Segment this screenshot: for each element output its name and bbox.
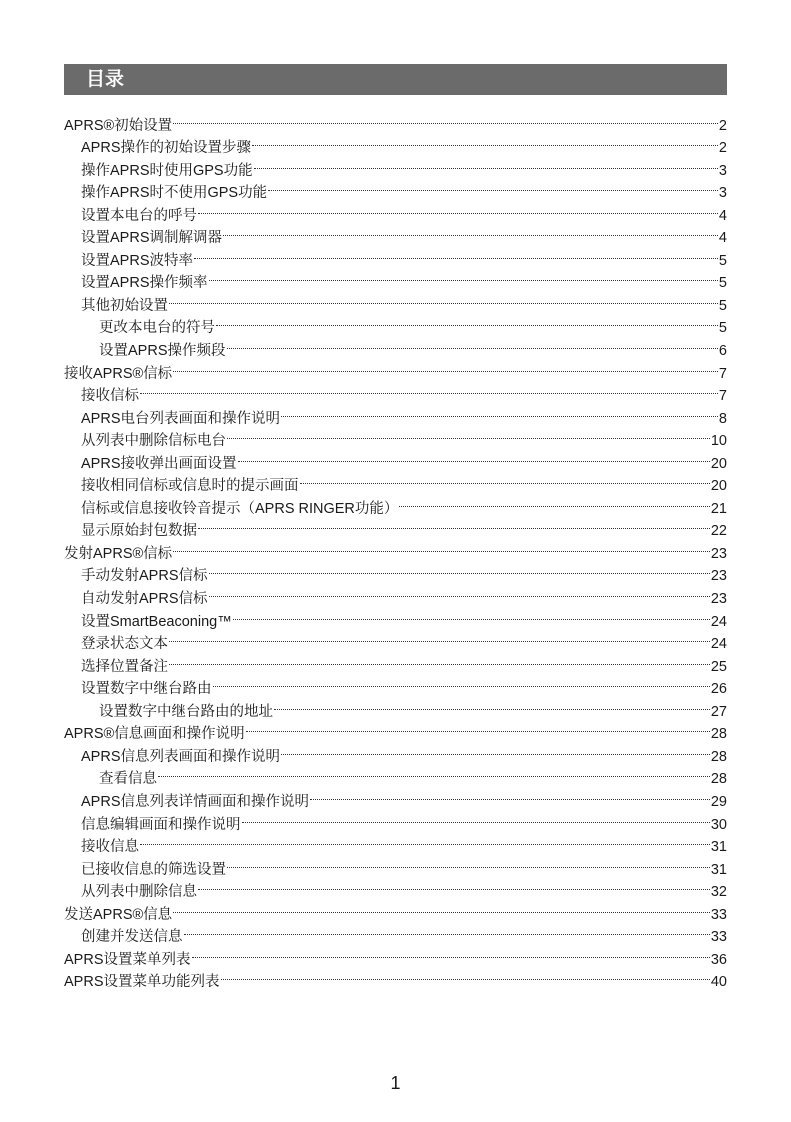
toc-entry-title: 设置本电台的呼号 [81, 207, 197, 224]
toc-entry-page: 23 [710, 591, 727, 608]
toc-dot-leader [209, 558, 710, 581]
toc-entry[interactable] [64, 783, 727, 810]
toc-entry-page: 24 [710, 636, 727, 653]
toc-dot-leader [223, 220, 718, 243]
toc-entry-title: 更改本电台的符号 [99, 320, 215, 337]
toc-entry-title: APRS设置菜单功能列表 [64, 974, 220, 991]
toc-entry-page: 10 [710, 433, 727, 450]
toc-entry[interactable] [64, 378, 727, 405]
toc-dot-leader [198, 874, 710, 897]
toc-dot-leader [246, 716, 710, 739]
toc-entry-page: 33 [710, 906, 727, 923]
toc-entry-page: 26 [710, 681, 727, 698]
toc-dot-leader [254, 152, 718, 175]
page-number: 1 [390, 1073, 401, 1093]
toc-entry-page: 31 [710, 861, 727, 878]
toc-entry-title: APRS电台列表画面和操作说明 [81, 410, 280, 427]
toc-entry-title: APRS®初始设置 [64, 117, 173, 134]
page-title: 目录 [86, 68, 125, 90]
toc-entry-page: 20 [710, 478, 727, 495]
toc-dot-leader [169, 626, 710, 649]
toc-entry-page: 28 [710, 726, 727, 743]
toc-dot-leader [140, 829, 710, 852]
toc-entry-title: 信标或信息接收铃音提示（APRS RINGER功能） [81, 500, 399, 517]
toc-entry-page: 32 [710, 884, 727, 901]
toc-entry[interactable] [64, 851, 727, 878]
toc-entry-title: 自动发射APRS信标 [81, 591, 208, 608]
toc-dot-leader [169, 287, 718, 310]
toc-entry-page: 22 [710, 523, 727, 540]
toc-dot-leader [209, 580, 710, 603]
toc-entry-page: 4 [718, 207, 727, 224]
toc-entry-page: 2 [718, 117, 727, 134]
toc-dot-leader [221, 964, 710, 987]
toc-dot-leader [274, 693, 710, 716]
toc-entry-title: 手动发射APRS信标 [81, 568, 208, 585]
toc-dot-leader [169, 648, 710, 671]
toc-entry-title: 接收信标 [81, 388, 139, 405]
toc-dot-leader [227, 851, 710, 874]
toc-entry-page: 28 [710, 748, 727, 765]
toc-entry-page: 5 [718, 252, 727, 269]
toc-entry-title: 操作APRS时使用GPS功能 [81, 162, 253, 179]
toc-entry-title: 信息编辑画面和操作说明 [81, 816, 241, 833]
toc-dot-leader [173, 355, 718, 378]
toc-dot-leader [281, 400, 718, 423]
toc-dot-leader [192, 941, 710, 964]
toc-dot-leader [268, 175, 718, 198]
toc-entry[interactable] [64, 829, 727, 856]
toc-entry-title: APRS操作的初始设置步骤 [81, 140, 251, 157]
toc-entry-page: 7 [718, 365, 727, 382]
toc-entry-title: 其他初始设置 [81, 297, 168, 314]
toc-entry-page: 36 [710, 951, 727, 968]
toc-entry-title: 设置APRS操作频率 [81, 275, 208, 292]
toc-entry-title: 设置SmartBeaconing™ [81, 613, 232, 630]
toc-entry-title: APRS信息列表画面和操作说明 [81, 748, 280, 765]
toc-dot-leader [184, 919, 710, 942]
toc-entry-page: 33 [710, 929, 727, 946]
toc-dot-leader [173, 107, 718, 130]
toc-entry-page: 2 [718, 140, 727, 157]
toc-entry-title: 设置数字中继台路由 [81, 681, 212, 698]
toc-entry-page: 4 [718, 230, 727, 247]
toc-header-bar [64, 64, 727, 95]
toc-entry-page: 31 [710, 839, 727, 856]
toc-entry-title: 设置数字中继台路由的地址 [99, 703, 273, 720]
toc-dot-leader [209, 265, 718, 288]
toc-entry-title: 登录状态文本 [81, 636, 168, 653]
toc-entry-page: 6 [718, 343, 727, 360]
toc-dot-leader [173, 896, 710, 919]
toc-entry-title: 操作APRS时不使用GPS功能 [81, 185, 268, 202]
toc-entry-title: 接收APRS®信标 [64, 365, 173, 382]
toc-entry-title: 选择位置备注 [81, 658, 168, 675]
toc-dot-leader [213, 671, 710, 694]
toc-entry-title: 发送APRS®信息 [64, 906, 173, 923]
toc-entry-page: 24 [710, 613, 727, 630]
toc-entry-page: 5 [718, 320, 727, 337]
toc-entry-title: 从列表中删除信标电台 [81, 433, 226, 450]
toc-entry-page: 40 [710, 974, 727, 991]
table-of-contents [64, 107, 727, 991]
toc-entry-page: 23 [710, 568, 727, 585]
toc-entry-page: 30 [710, 816, 727, 833]
toc-dot-leader [173, 535, 710, 558]
toc-entry-title: APRS®信息画面和操作说明 [64, 726, 245, 743]
toc-entry-title: 设置APRS操作频段 [99, 343, 226, 360]
toc-entry-page: 29 [710, 793, 727, 810]
toc-dot-leader [140, 378, 718, 401]
toc-dot-leader [252, 130, 718, 153]
toc-entry-page: 7 [718, 388, 727, 405]
toc-entry-title: 设置APRS调制解调器 [81, 230, 222, 247]
toc-entry-page: 3 [718, 162, 727, 179]
toc-dot-leader [233, 603, 710, 626]
toc-dot-leader [281, 738, 710, 761]
toc-dot-leader [399, 490, 709, 513]
toc-entry-page: 20 [710, 455, 727, 472]
toc-entry-title: 已接收信息的筛选设置 [81, 861, 226, 878]
toc-dot-leader [198, 197, 718, 220]
toc-dot-leader [194, 242, 718, 265]
toc-entry-title: APRS设置菜单列表 [64, 951, 191, 968]
toc-entry-title: 设置APRS波特率 [81, 252, 193, 269]
toc-dot-leader [238, 445, 710, 468]
toc-dot-leader [198, 513, 710, 536]
toc-entry-title: 创建并发送信息 [81, 929, 183, 946]
toc-entry[interactable] [64, 761, 727, 788]
toc-entry-page: 23 [710, 545, 727, 562]
toc-entry-title: 接收相同信标或信息时的提示画面 [81, 478, 299, 495]
toc-dot-leader [310, 783, 710, 806]
toc-entry-page: 25 [710, 658, 727, 675]
toc-entry-page: 28 [710, 771, 727, 788]
toc-entry-title: 查看信息 [99, 771, 157, 788]
toc-dot-leader [216, 310, 718, 333]
toc-entry[interactable] [64, 107, 727, 134]
toc-entry-page: 5 [718, 297, 727, 314]
toc-dot-leader [300, 468, 710, 491]
toc-entry-page: 8 [718, 410, 727, 427]
toc-dot-leader [227, 423, 710, 446]
toc-entry-title: 从列表中删除信息 [81, 884, 197, 901]
toc-entry-title: 发射APRS®信标 [64, 545, 173, 562]
toc-entry-title: APRS信息列表详情画面和操作说明 [81, 793, 309, 810]
toc-entry-title: 显示原始封包数据 [81, 523, 197, 540]
toc-entry-page: 3 [718, 185, 727, 202]
toc-entry-page: 5 [718, 275, 727, 292]
toc-entry[interactable] [64, 400, 727, 427]
toc-entry-title: APRS接收弹出画面设置 [81, 455, 237, 472]
toc-entry-title: 接收信息 [81, 839, 139, 856]
toc-dot-leader [242, 806, 710, 829]
toc-dot-leader [158, 761, 710, 784]
toc-entry-page: 21 [710, 500, 727, 517]
toc-entry-page: 27 [710, 703, 727, 720]
toc-dot-leader [227, 332, 718, 355]
